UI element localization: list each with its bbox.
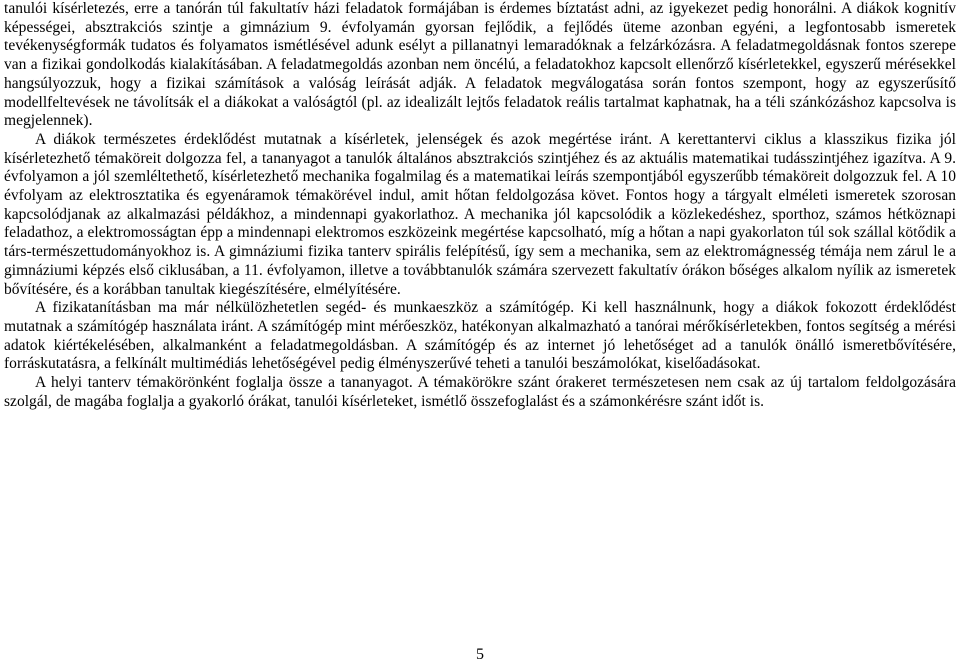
paragraph-4: A helyi tanterv témakörönként foglalja össze a tananyagot. A témakörökre szánt órakeret természetesen nem csak az új tartalom feldolgozására szolgál, de magába foglalja a gyakorló órákat, tanulói kísérleteket, ismétlő összefoglalást és a számonkérésre szánt időt is. bbox=[4, 374, 956, 410]
paragraph-1: tanulói kísérletezés, erre a tanórán túl fakultatív házi feladatok formájában is érdemes bíztatást adni, az igyekezet pedig honorálni. A diákok kognitív képességei, absztrakciós szintje a gimnázium 9. évfolyamán gyorsan fejlődik, a fejlődés üteme azonban egyéni, a legfontosabb ismeretek tevékenységformák tudatos és folyamatos ismétlésével adunk esélyt a pillanatnyi lemaradóknak a felzárkózásra. A feladatmegoldásnak fontos szerepe van a fizikai gondolkodás kialakításában. A feladatmegoldás azonban nem öncélú, a feladatokhoz kapcsolt ellenőrző kísérletekkel, egyszerű mérésekkel hangsúlyozzuk, hogy a fizikai számítások a valóság leírását adják. A feladatok megválogatása során fontos szempont, hogy az egyszerűsítő modellfeltevések ne távolítsák el a diákokat a valóságtól (pl. az idealizált lejtős feladatok reális tartalmat kaphatnak, ha a téli szánkózáshoz kapcsolva is megjelennek). bbox=[4, 0, 956, 130]
page-number: 5 bbox=[476, 646, 484, 663]
paragraph-3: A fizikatanításban ma már nélkülözhetetlen segéd- és munkaeszköz a számítógép. Ki kell használnunk, hogy a diákok fokozott érdeklődést mutatnak a számítógép használata iránt. A számítógép mint mérőeszköz, hatékonyan alkalmazható a tanórai mérőkísérletekben, fontos segítség a mérési adatok kiértékelésében, alkalmanként a feladatmegoldásban. A számítógép és az internet jó lehetőséget ad a tanulók önálló ismeretbővítésére, forráskutatásra, a felkínált multimédiás lehetőségével pedig élményszerűvé teheti a tanulói beszámolókat, kiselőadásokat. bbox=[4, 299, 956, 373]
document-page bbox=[4, 0, 956, 411]
paragraph-2: A diákok természetes érdeklődést mutatnak a kísérletek, jelenségek és azok megértése iránt. A kerettantervi ciklus a klasszikus fizika jól kísérletezhető témaköreit dolgozza fel, a tananyagot a tanulók általános absztrakciós szintjéhez és az aktuális matematikai tudásszintjéhez igazítva. A 9. évfolyamon a jól szemléltethető, kísérletezhető mechanika fogalmilag és a matematikai leírás szempontjából egyszerűbb témaköreit dolgozzuk fel. A 10 évfolyam az elektrosztatika és egyenáramok témakörével indul, amit hőtan feldolgozása követ. Fontos hogy a tárgyalt elméleti ismeretek szorosan kapcsolódjanak az alkalmazási példákhoz, a mindennapi gyakorlathoz. A mechanika jól kapcsolódik a közlekedéshez, sporthoz, számos hétköznapi feladathoz, a elektromosságtan épp a mindennapi elektromos eszközeink megértése kapcsolható, míg a hőtan a napi gyakorlaton túl sok szállal kötődik a társ-természettudományokhoz is. A gimnáziumi fizika tanterv spirális felépítésű, így sem a mechanika, sem az elektromágnesség témája nem zárul le a gimnáziumi képzés első ciklusában, a 11. évfolyamon, illetve a továbbtanulók számára szervezett fakultatív órákon bőséges alkalom nyílik az ismeretek bővítésére, és a korábban tanultak kiegészítésére, elmélyítésére. bbox=[4, 130, 956, 298]
